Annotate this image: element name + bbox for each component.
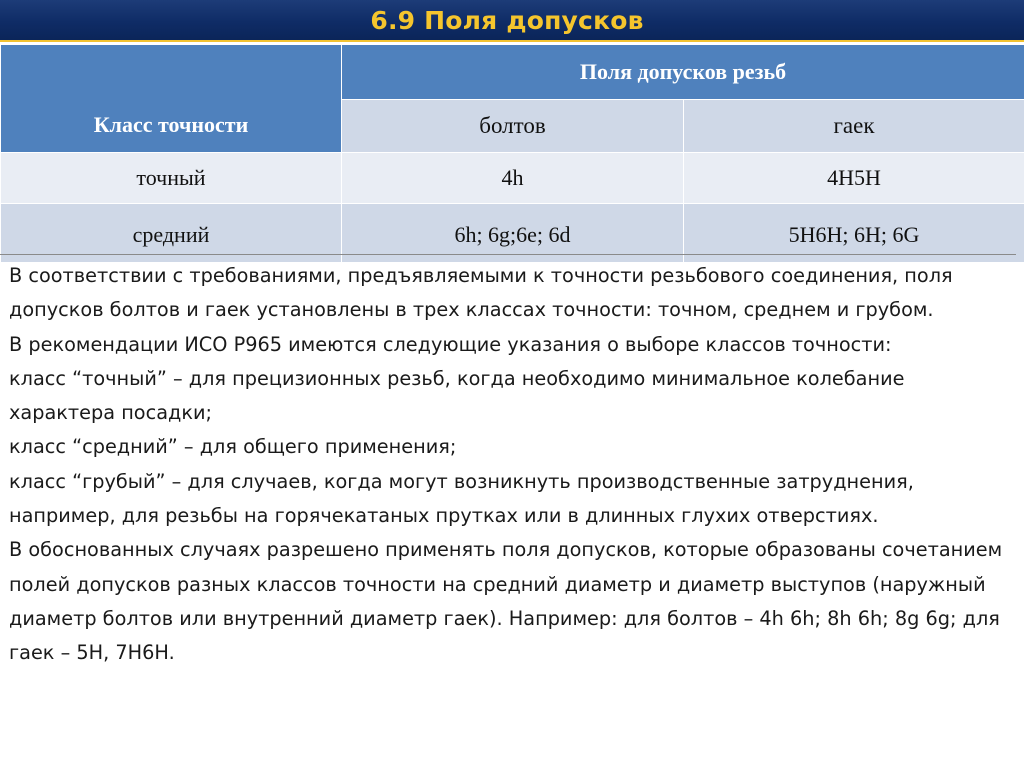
nuts-cell: 5H6H; 6H; 6G [684,204,1024,263]
tolerance-table [0,44,1024,263]
page-title: 6.9 Поля допусков [370,5,644,35]
table-header-row [1,45,1024,100]
paragraph: класс “средний” – для общего применения; [9,435,457,459]
body-text [0,254,1016,767]
class-cell: средний [1,204,342,263]
paragraph: В рекомендации ИСО Р965 имеются следующие указания о выборе классов точности: [9,332,892,356]
paragraph: класс “грубый” – для случаев, когда могут возникнуть производственные затруднения, например, для резьбы на горячекатаных прутках или в длинных глухих отверстиях. [9,469,914,528]
bolts-cell: 4h [342,153,684,204]
nuts-cell: 4H5H [684,153,1024,204]
nuts-column-header: гаек [684,100,1024,153]
class-header: Класс точности [1,45,342,153]
paragraph: В обоснованных случаях разрешено применять поля допусков, которые образованы сочетанием полей допусков разных классов точности на средний диаметр и диаметр выступов (наружный диаметр болтов или внутренний диаметр гаек). Например: для болтов – 4h 6h; 8h 6h; 8g 6g; для гаек – 5H, 7H6H. [9,538,1003,665]
paragraph: класс “точный” – для прецизионных резьб, когда необходимо минимальное колебание характера посадки; [9,366,905,425]
group-header: Поля допусков резьб [342,45,1024,100]
class-cell: точный [1,153,342,204]
bolts-column-header: болтов [342,100,684,153]
bolts-cell: 6h; 6g;6e; 6d [342,204,684,263]
title-bar [0,0,1024,42]
table-row [1,153,1024,204]
paragraph: В соответствии с требованиями, предъявляемыми к точности резьбового соединения, поля допусков болтов и гаек установлены в трех классах точности: точном, среднем и грубом. [9,264,953,322]
